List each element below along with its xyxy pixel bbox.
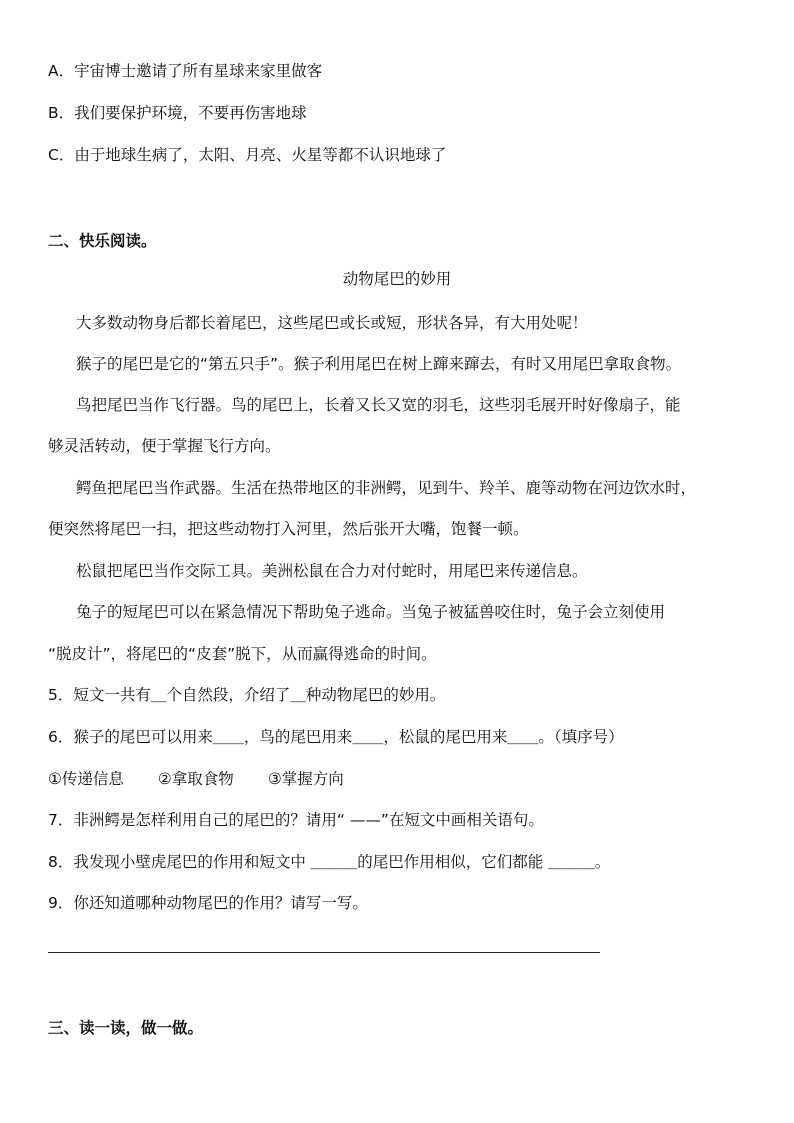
option-2: ②拿取食物 [157,770,234,788]
passage-paragraph: 大多数动物身后都长着尾巴，这些尾巴或长或短，形状各异，有大用处呢！ [76,314,588,332]
section2-heading: 二、快乐阅读。 [48,232,157,250]
question-7: 7．非洲鳄是怎样利用自己的尾巴的？请用“ ——”在短文中画相关语句。 [48,811,544,829]
question-9: 9．你还知道哪种动物尾巴的作用？请写一写。 [48,894,368,912]
question-5: 5．短文一共有＿个自然段，介绍了＿种动物尾巴的妙用。 [48,686,446,704]
option-3: ③掌握方向 [267,770,344,788]
choice-c: C．由于地球生病了，太阳、月亮、火星等都不认识地球了 [48,146,447,164]
question-8: 8．我发现小壁虎尾巴的作用和短文中 ＿＿＿的尾巴作用相似，它们都能 ＿＿＿。 [48,853,611,871]
choice-b: B．我们要保护环境，不要再伤害地球 [48,104,307,122]
passage-paragraph: 鸟把尾巴当作飞行器。鸟的尾巴上，长着又长又宽的羽毛，这些羽毛展开时好像扇子，能 [76,396,681,414]
answer-line[interactable] [48,952,600,953]
question-6: 6．猴子的尾巴可以用来＿＿，鸟的尾巴用来＿＿，松鼠的尾巴用来＿＿。（填序号） [48,728,624,746]
passage-paragraph: 松鼠把尾巴当作交际工具。美洲松鼠在合力对付蛇时，用尾巴来传递信息。 [76,562,588,580]
passage-paragraph-cont: 够灵活转动，便于掌握飞行方向。 [48,437,281,455]
choice-a: A．宇宙博士邀请了所有星球来家里做客 [48,62,323,80]
section3-heading: 三、读一读，做一做。 [48,1019,204,1037]
passage-paragraph-cont: “脱皮计”，将尾巴的“皮套”脱下，从而赢得逃命的时间。 [48,645,437,663]
passage-paragraph-cont: 便突然将尾巴一扫，把这些动物打入河里，然后张开大嘴，饱餐一顿。 [48,520,529,538]
passage-paragraph: 兔子的短尾巴可以在紧急情况下帮助兔子逃命。当兔子被猛兽咬住时，兔子会立刻使用 [76,603,666,621]
option-1: ①传递信息 [48,770,124,788]
passage-paragraph: 猴子的尾巴是它的“第五只手”。猴子利用尾巴在树上蹿来蹿去，有时又用尾巴拿取食物。 [76,355,682,373]
question-6-options [48,768,378,790]
passage-title: 动物尾巴的妙用 [342,270,452,288]
passage-paragraph: 鳄鱼把尾巴当作武器。生活在热带地区的非洲鳄，见到牛、羚羊、鹿等动物在河边饮水时， [76,479,697,497]
